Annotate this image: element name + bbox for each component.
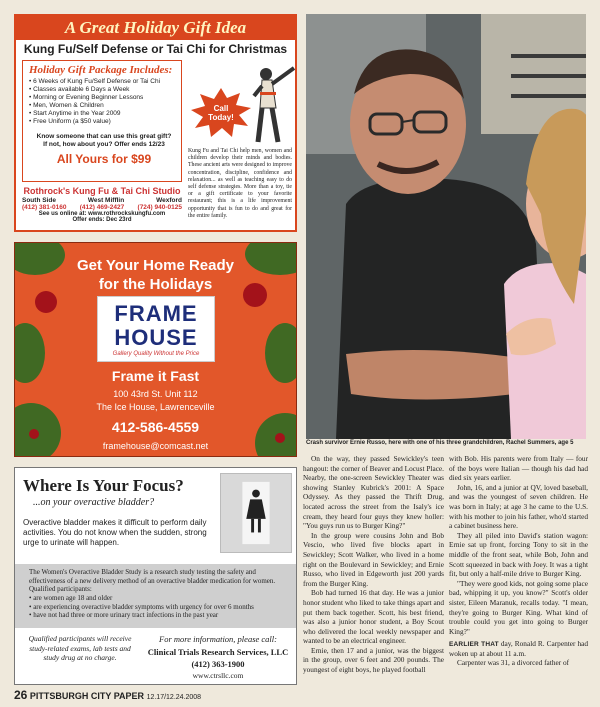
framehouse-ad: [14, 242, 297, 457]
package-question: Know someone that can use this great gift? If not, how about you? Offer ends 12/23: [36, 133, 172, 148]
criteria-list: [29, 594, 289, 620]
framehouse-logo: FRAME HOUSE Gallery Quality Without the Price: [97, 296, 215, 362]
list-item: • Classes available 6 Days a Week: [29, 86, 130, 93]
offer-end: Offer ends: Dec 23rd: [72, 217, 132, 223]
restroom-woman-icon: [220, 473, 292, 553]
studio-website: See us online at: www.rothrockskungfu.com: [38, 211, 166, 217]
list-item: • Morning or Evening Beginner Lessons: [29, 94, 144, 101]
ad-address: The Ice House, Lawrenceville: [96, 402, 215, 412]
martial-artist-icon: [252, 62, 296, 146]
svg-text:Today!: Today!: [208, 113, 234, 122]
kungfu-ad: [14, 14, 297, 232]
article-paragraph: In the group were cousins John and Bob Vescio, who lived five blocks apart in Sewickley; Scott Walker, who lived in a home right on the Boulevard in Sewickley; and Ernie Russo, who lived in Edgeworth just 200 yards from the Burger King.: [303, 530, 444, 588]
ad-subtitle: Kung Fu/Self Defense or Tai Chi for Christmas: [23, 42, 288, 56]
article-column-2: [449, 454, 588, 694]
article-paragraph: Bob had turned 16 that day. He was a junior honor student who liked to take things apart and put them back together. Scott, his best friend, was also a junior honor student, a Boy Scout who delivered the local weekly newspaper and wanted to be an electrical engineer.: [303, 588, 444, 646]
study-intro: The Women's Overactive Bladder Study is a research study testing the safety and effectiveness of a new delivery method of an overactive bladder medication for women. Qualified participants:: [29, 568, 276, 593]
ad-subtitle: ...on your overactive bladder?: [33, 497, 155, 508]
package-title: Holiday Gift Package Includes:: [29, 64, 173, 76]
article-paragraph: "They were good kids, not going some place bad, whipping it up, you know?" Scott's older sister, Eileen Maranuk, recalls today. "I mean, they're going to Burger King. What kind of trouble could you get into going to Burger King?": [449, 578, 588, 636]
article-paragraph: Carpenter was 31, a divorced father of: [457, 658, 570, 668]
list-item: • have not had three or more urinary tract infections in the past year: [29, 611, 219, 619]
package-list: [29, 78, 179, 126]
ad-body-text: Overactive bladder makes it difficult to perform daily activities. You do not know when the sudden, strong urge to urinate will happen.: [23, 518, 207, 547]
article-paragraph: Ernie, then 17 and a junior, was the biggest in the group, over 6 feet and 200 pounds. The youngest of eight boys, he played football: [303, 645, 444, 675]
photo-caption: Crash survivor Ernie Russo, here with one of his three grandchildren, Rachel Summers, age 5: [306, 440, 574, 446]
publication-date: 12.17/12.24.2008: [146, 694, 202, 701]
article-paragraph: They all piled into David's station wagon: Ernie sat up front, forcing Tony to sit in the middle of the front seat, while Bob, John and Scott squeezed in back with Joey. It was a tight fit, but only a half-mile drive to Burger King.: [449, 530, 588, 579]
studio-info: [22, 186, 182, 223]
ad-slogan: Frame it Fast: [111, 368, 200, 384]
study-info-panel: [15, 564, 296, 628]
contact-info: For more information, please call: Clinical Trials Research Services, LLC (412) 363-1900 www.ctrsllc.com: [147, 634, 289, 680]
bladder-study-ad: [14, 467, 297, 685]
article-paragraph: On the way, they passed Sewickley's teen hangout: the corner of Beaver and Locust Place. Nearby, the one-screen Sewickley Theater was showing Stanley Kubrick's 2001: A Space Odyssey. As they passed the Thrift Drug, located across the street from the Isaly's ice cream, they heard four guys they knew holler: "You guys run us to Burger King?": [303, 454, 444, 531]
list-item: • are experiencing overactive bladder symptoms with urgency for over 6 months: [29, 602, 254, 611]
article-paragraph: with Bob. His parents were from Italy — four of the boys were Italian — though his dad had died six years earlier.: [449, 454, 588, 483]
qualified-note: Qualified participants will receive study-related exams, lab tests and study drug at no charge.: [28, 634, 132, 662]
ad-phone: 412-586-4559: [111, 419, 200, 435]
ad-email: framehouse@comcast.net: [102, 441, 209, 451]
studio-locations: South Side West Mifflin Wexford: [22, 197, 182, 204]
page-number: 26: [14, 688, 28, 702]
call-today-badge: [190, 88, 252, 138]
list-item: • Start Anytime in the Year 2009: [29, 110, 121, 117]
ad-address: 100 43rd St. Unit 112: [113, 389, 198, 399]
article-paragraph: John, 16, and a junior at QV, loved baseball, and was the youngest of seven children. He was born in Italy; at age 3 he came to the U.S. with his mother to join his father, who'd started a cabinet business here.: [449, 482, 588, 531]
package-price: All Yours for $99: [56, 152, 152, 166]
article-column-1: [303, 454, 444, 694]
list-item: • are women age 18 and older: [29, 594, 113, 602]
list-item: • Free Uniform (a $50 value): [29, 118, 111, 125]
studio-phones: (412) 381-0160 (412) 469-2427 (724) 940-0125: [22, 204, 182, 211]
list-item: • Men, Women & Children: [29, 102, 104, 109]
article-photo: [306, 14, 586, 439]
run-in-heading: EARLIER THAT: [449, 641, 499, 649]
ad-title: Where Is Your Focus?: [23, 476, 184, 495]
ornament: [35, 291, 57, 313]
svg-text:Call: Call: [213, 104, 229, 113]
page-footer: [14, 688, 314, 702]
list-item: • 6 Weeks of Kung Fu/Self Defense or Tai Chi: [29, 78, 161, 85]
article-paragraph: EARLIER THAT day, Ronald R. Carpenter had woken up at about 11 a.m.: [449, 639, 588, 658]
package-box: [22, 60, 182, 182]
ad-headline: for the Holidays: [98, 276, 213, 293]
publication-name: PITTSBURGH CITY PAPER: [29, 691, 145, 701]
ad-body-text: Kung Fu and Tai Chi help men, women and children develop their minds and bodies. These ancient arts were designed to improve concentration, discipline, confidence and relaxation... as well as teaching easy to do self defense strategies. More than a toy, tie or a gift certificate to your favorite restaurant; this is a life improvement opportunity that is fun to do and great for the entire family.: [188, 148, 292, 219]
ad-headline: Get Your Home Ready: [77, 257, 234, 274]
studio-name: Rothrock's Kung Fu & Tai Chi Studio: [23, 186, 181, 196]
ad-title: A Great Holiday Gift Idea: [16, 16, 295, 40]
